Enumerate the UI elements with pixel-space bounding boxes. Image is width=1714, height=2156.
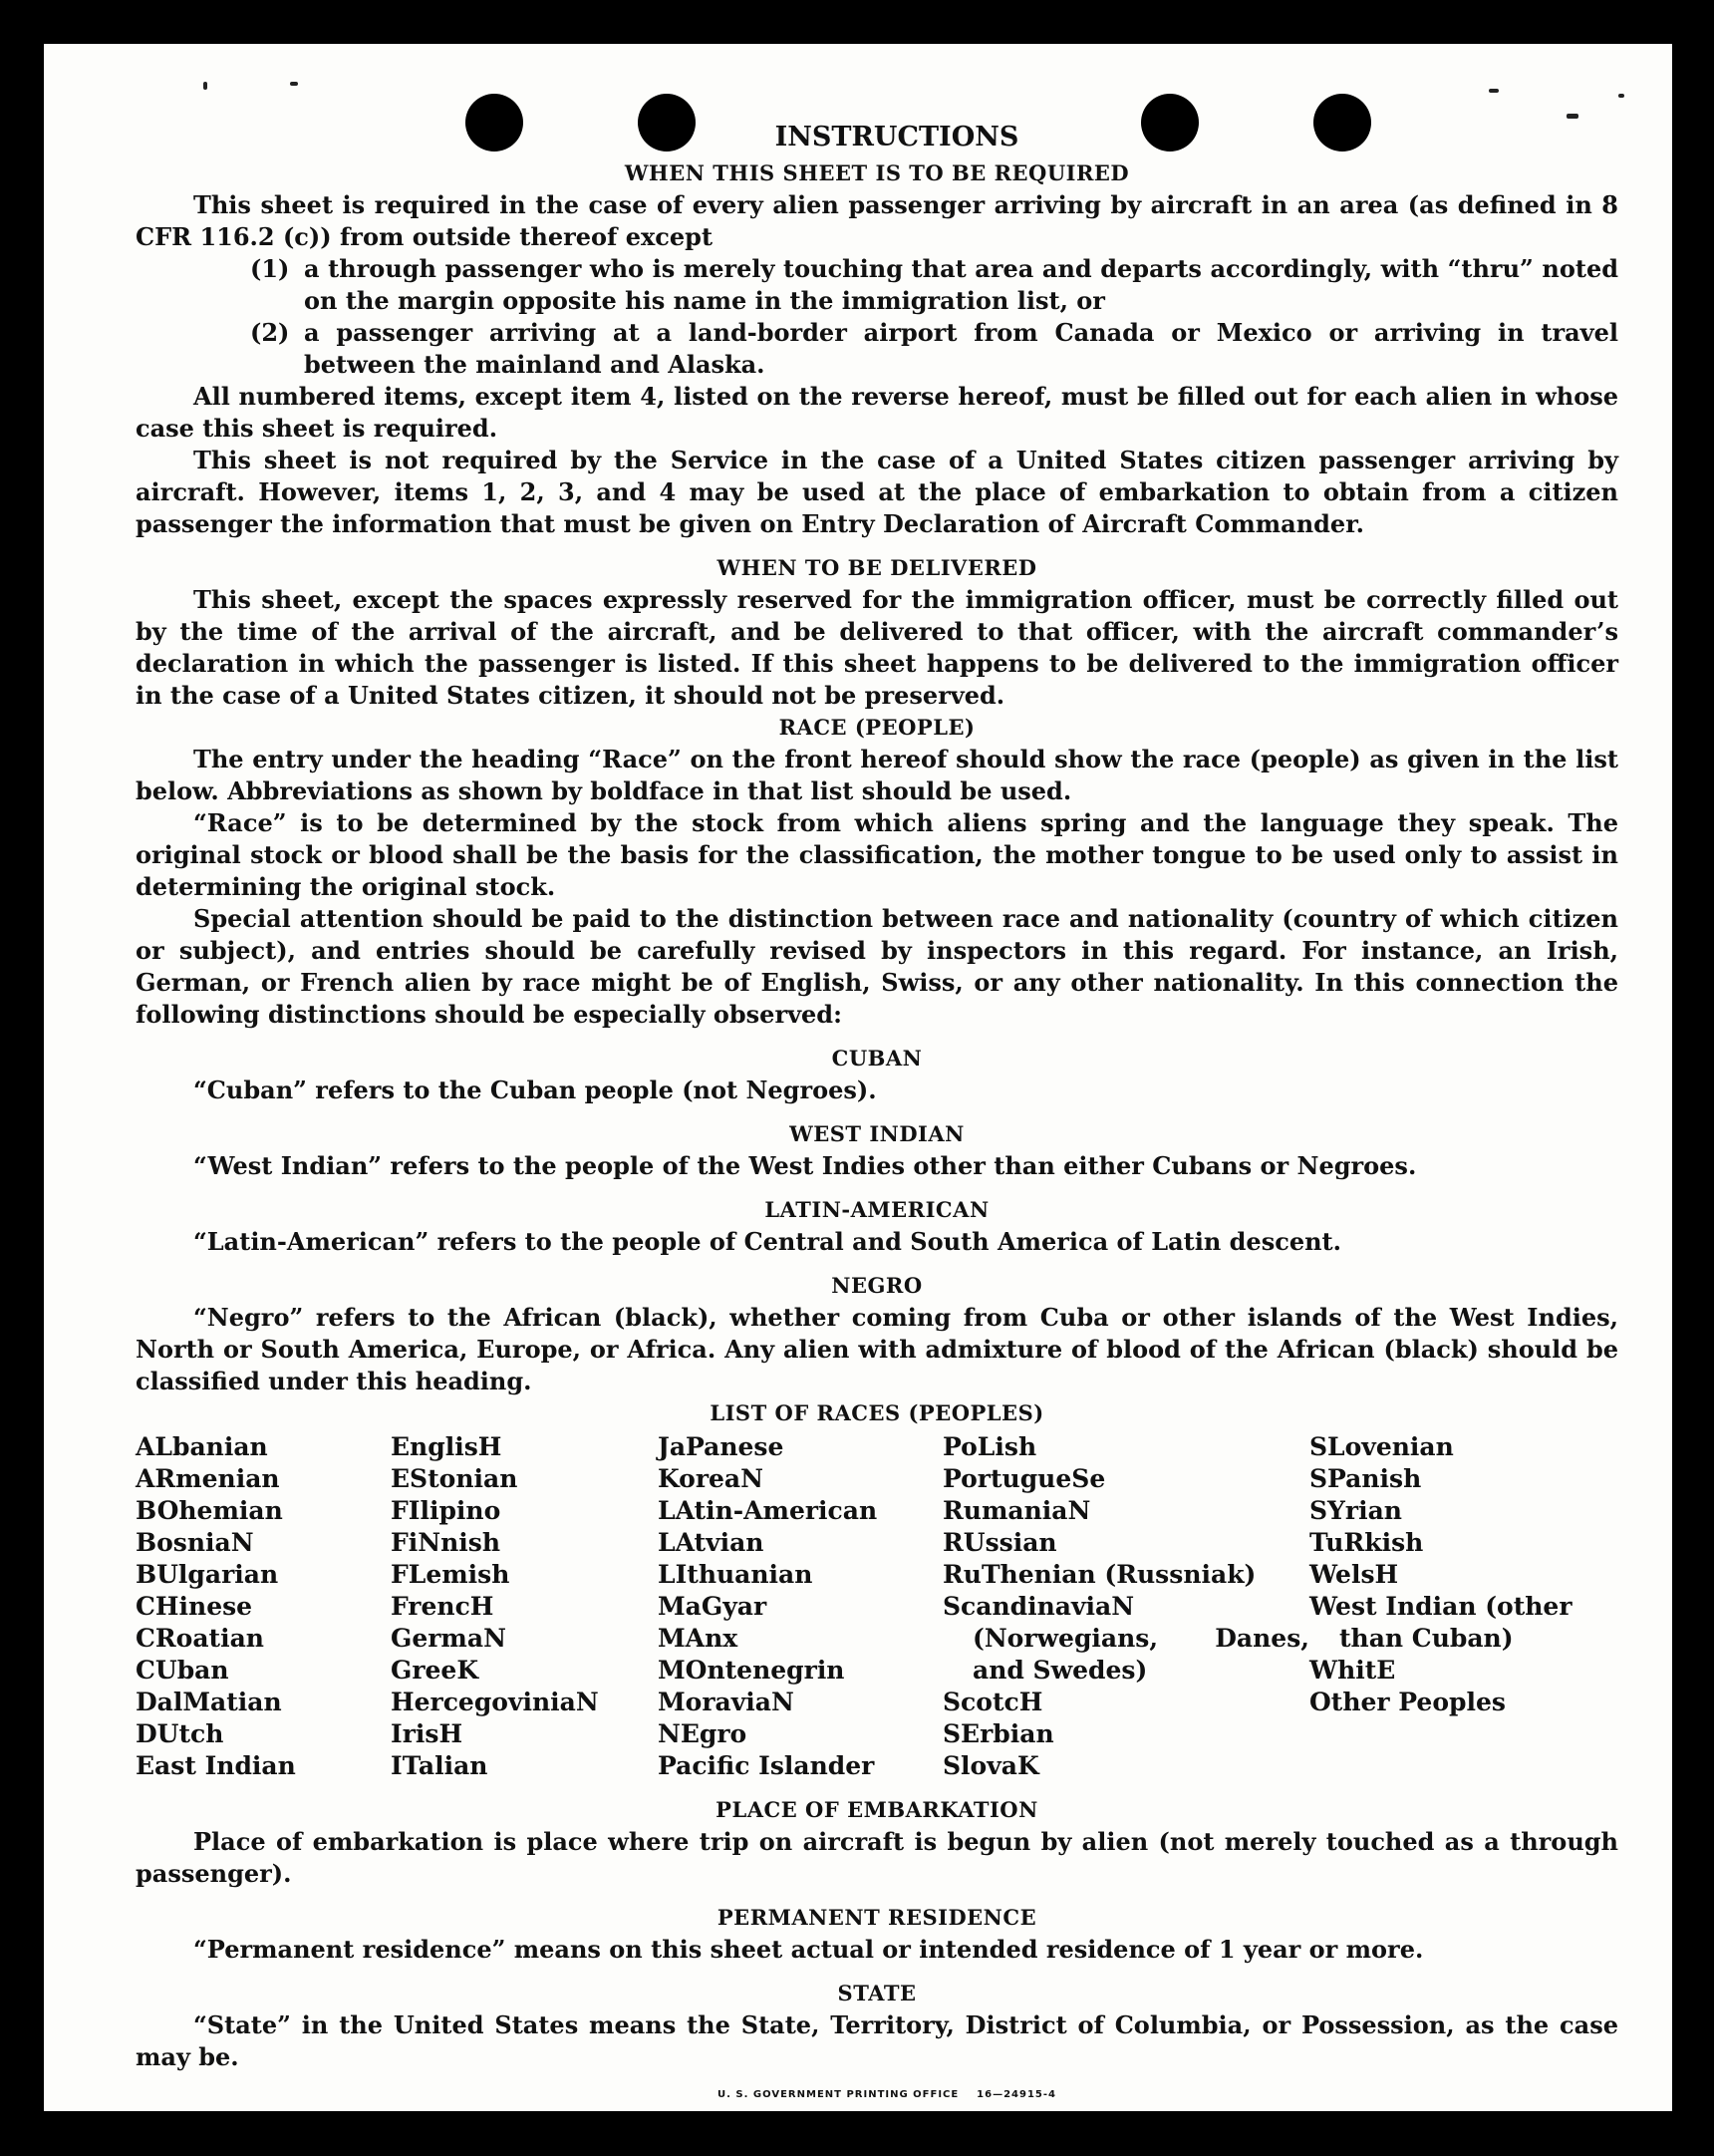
race-entry: RumaniaN <box>943 1496 1091 1525</box>
paragraph: All numbered items, except item 4, listed on the reverse hereof, must be filled out for each alien in whose case this sheet is required. <box>136 382 1618 443</box>
item-number: (2) <box>250 318 290 347</box>
races-sublist <box>943 1687 1309 1782</box>
race-entry: MaGyar <box>658 1592 767 1621</box>
instructions-body <box>136 118 1618 2111</box>
race-entry: LAtvian <box>658 1528 764 1557</box>
race-entry: DUtch <box>136 1719 224 1748</box>
list-item: ScandinaviaN (Norwegians, Danes, and Swedes) <box>943 1592 1309 1685</box>
races-sublist <box>1309 1431 1618 1591</box>
race-entry: SErbian <box>943 1719 1054 1748</box>
race-entry: SLovenian <box>1309 1432 1454 1461</box>
heading-when-required: WHEN THIS SHEET IS TO BE REQUIRED <box>624 160 1130 185</box>
page-title: INSTRUCTIONS <box>774 122 1019 153</box>
races-sublist <box>943 1431 1309 1591</box>
races-column <box>391 1431 658 1782</box>
heading-cuban: CUBAN <box>831 1046 923 1071</box>
race-entry: EStonian <box>391 1464 518 1493</box>
paragraph: “Permanent residence” means on this sheet actual or intended residence of 1 year or more. <box>193 1935 1424 1964</box>
document-page <box>44 44 1672 2111</box>
race-entry: LAtin-American <box>658 1496 878 1525</box>
race-entry: CUban <box>136 1656 229 1685</box>
speck <box>203 82 207 90</box>
race-entry: SPanish <box>1309 1464 1422 1493</box>
paragraph: This sheet is required in the case of every alien passenger arriving by aircraft in an area (as defined in 8 CFR 116.2 (c)) from outside thereof except <box>136 190 1618 251</box>
race-entry: TuRkish <box>1309 1528 1424 1557</box>
race-entry: BOhemian <box>136 1496 283 1525</box>
race-entry: LIthuanian <box>658 1560 813 1589</box>
heading-list-of-races: LIST OF RACES (PEOPLES) <box>710 1400 1044 1425</box>
paragraph: The entry under the heading “Race” on the front hereof should show the race (people) as given in the list below. Abbreviations as shown by boldface in that list should be used. <box>136 745 1618 805</box>
heading-residence: PERMANENT RESIDENCE <box>716 1905 1037 1930</box>
race-entry: ITalian <box>391 1751 488 1780</box>
race-entry: FiNnish <box>391 1528 501 1557</box>
race-entry: CHinese <box>136 1592 253 1621</box>
race-entry: EnglisH <box>391 1432 502 1461</box>
race-entry: GermaN <box>391 1624 506 1653</box>
paragraph: Place of embarkation is place where trip on aircraft is begun by alien (not merely touched as a through passenger). <box>136 1827 1618 1888</box>
race-entry: PoLish <box>943 1432 1037 1461</box>
race-entry: JaPanese <box>658 1432 784 1461</box>
printing-office-footer: U. S. GOVERNMENT PRINTING OFFICE 16—24915-4 <box>717 2089 1056 2100</box>
race-entry: Pacific Islander <box>658 1751 875 1780</box>
paragraph: This sheet, except the spaces expressly reserved for the immigration officer, must be correctly filled out by the time of the arrival of the aircraft, and be delivered to that officer, with the aircraft commander’s declaration in which the passenger is listed. If this sheet happens to be delivered to the immigration officer in the case of a United States citizen, it should not be preserved. <box>136 585 1618 710</box>
item-number: (1) <box>250 254 290 283</box>
race-entry: RuThenian (Russniak) <box>943 1560 1257 1589</box>
item-text: a through passenger who is merely touching that area and departs accordingly, with “thru” noted on the margin opposite his name in the immigration list, or <box>304 254 1618 315</box>
race-entry: FLemish <box>391 1560 510 1589</box>
paragraph: “Latin-American” refers to the people of Central and South America of Latin descent. <box>193 1227 1341 1256</box>
race-entry: MAnx <box>658 1624 738 1653</box>
race-entry: WelsH <box>1309 1560 1399 1589</box>
paragraph: This sheet is not required by the Service in the case of a United States citizen passenger arriving by aircraft. However, items 1, 2, 3, and 4 may be used at the place of embarkation to obtain from a citizen passenger the information that must be given on Entry Declaration of Aircraft Commander. <box>136 446 1618 538</box>
races-column <box>943 1431 1309 1782</box>
paragraph: “State” in the United States means the State, Territory, District of Columbia, or Possession, as the case may be. <box>136 2010 1618 2071</box>
race-entry: IrisH <box>391 1719 463 1748</box>
race-entry: FIlipino <box>391 1496 501 1525</box>
heading-when-delivered: WHEN TO BE DELIVERED <box>716 555 1037 580</box>
speck <box>290 82 298 86</box>
heading-latin-american: LATIN-AMERICAN <box>764 1197 990 1222</box>
race-entry: HercegoviniaN <box>391 1688 599 1716</box>
heading-state: STATE <box>837 1981 917 2005</box>
paragraph: “West Indian” refers to the people of the West Indies other than either Cubans or Negroes. <box>193 1151 1417 1180</box>
race-entry: RUssian <box>943 1528 1057 1557</box>
item-text: a passenger arriving at a land-border airport from Canada or Mexico or arriving in travel between the mainland and Alaska. <box>304 318 1618 379</box>
paragraph: “Race” is to be determined by the stock from which aliens spring and the language they speak. The original stock or blood shall be the basis for the classification, the mother tongue to be used only to assist in determining the original stock. <box>136 808 1618 901</box>
race-entry: KoreaN <box>658 1464 763 1493</box>
races-column <box>658 1431 943 1782</box>
race-entry: Other Peoples <box>1309 1688 1506 1716</box>
race-entry: FrencH <box>391 1592 494 1621</box>
race-entry: BUlgarian <box>136 1560 279 1589</box>
speck <box>1489 89 1499 93</box>
race-entry: SlovaK <box>943 1751 1039 1780</box>
race-entry: PortugueSe <box>943 1464 1106 1493</box>
races-column <box>136 1431 391 1782</box>
race-entry: SYrian <box>1309 1496 1402 1525</box>
list-item <box>250 317 1618 381</box>
races-column <box>1309 1431 1618 1782</box>
paragraph: Special attention should be paid to the distinction between race and nationality (country of which citizen or subject), and entries should be carefully revised by inspectors in this regard. For instance, an Irish, German, or French alien by race might be of English, Swiss, or any other nationality. In this connection the following distinctions should be especially observed: <box>136 904 1618 1029</box>
race-entry: NEgro <box>658 1719 747 1748</box>
paragraph: “Negro” refers to the African (black), whether coming from Cuba or other islands of the West Indies, North or South America, Europe, or Africa. Any alien with admixture of blood of the African (black) should be classified under this heading. <box>136 1303 1618 1395</box>
race-entry: ALbanian <box>136 1432 268 1461</box>
race-entry: MoraviaN <box>658 1688 794 1716</box>
races-sublist <box>1309 1655 1618 1718</box>
heading-race: RACE (PEOPLE) <box>778 715 976 740</box>
race-entry: DalMatian <box>136 1688 282 1716</box>
list-item <box>250 253 1618 317</box>
race-entry: East Indian <box>136 1751 296 1780</box>
speck <box>1618 94 1624 98</box>
race-entry: GreeK <box>391 1656 479 1685</box>
list-item: West Indian (other than Cuban) <box>1309 1592 1572 1653</box>
races-list <box>136 1431 1618 1782</box>
race-entry: BosniaN <box>136 1528 254 1557</box>
race-entry: ARmenian <box>136 1464 280 1493</box>
heading-embarkation: PLACE OF EMBARKATION <box>715 1797 1038 1822</box>
heading-negro: NEGRO <box>831 1273 923 1298</box>
race-entry: CRoatian <box>136 1624 264 1653</box>
heading-west-indian: WEST INDIAN <box>789 1121 965 1146</box>
race-entry: MOntenegrin <box>658 1656 845 1685</box>
race-entry: ScotcH <box>943 1688 1043 1716</box>
paragraph: “Cuban” refers to the Cuban people (not Negroes). <box>193 1076 877 1104</box>
race-entry: WhitE <box>1309 1656 1396 1685</box>
